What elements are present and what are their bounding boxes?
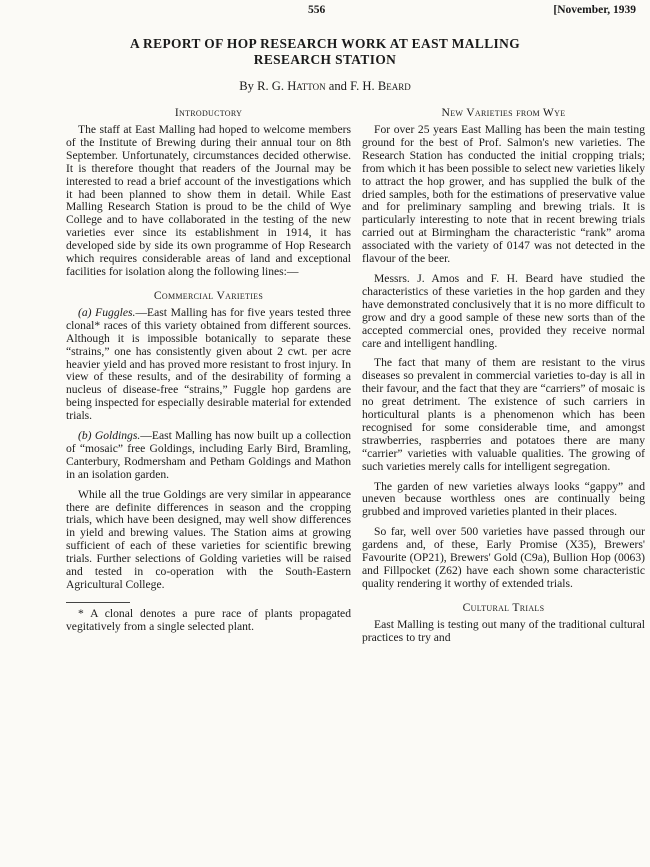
heading-new-varieties: New Varieties from Wye — [441, 106, 566, 119]
right-column — [362, 106, 645, 652]
wye-paragraph-1: For over 25 years East Malling has been the main testing ground for the best of Prof. Salmon's new varieties. The Research Station has conducted the initial cropping trials; from which it has been possible to select new varieties likely to attract the hop grower, and has supplied the bulk of the dried samples, both for the estimations of preservative value and for preliminary sampling and brewing trials. It is particularly interesting to note that in recent brewing trials carried out at Birmingham the characteristic “rank” aroma associated with the variety of 0147 was not detected in the flavour of the beer. — [362, 123, 645, 266]
fuggles-label: (a) Fuggles. — [78, 305, 136, 319]
fuggles-text: —East Malling has for five years tested three clonal* races of this variety obtained from different sources. Although it is impossible botanically to separate these “strains,” one has consistently given about 2 cwt. per acre heavier yield and has proved more resistant to frost injury. In view of these results, and of the desirability of forming a nucleus of disease-free “strains,” Fuggle hop gardens are being inspected for especially desirable material for extended trials. — [66, 305, 351, 423]
byline-prefix: By R. G. — [239, 79, 285, 93]
goldings-paragraph-2: While all the true Goldings are very similar in appearance there are definite differences in season and the cropping trials, which have been designed, may well show differences in yield and brewing values. The Station aims at growing sufficient of each of these varieties for scientific brewing trials. Further selections of Golding varieties will be raised and tested in co-operation with the South-Eastern Agricultural College. — [66, 487, 351, 591]
heading-commercial-varieties: Commercial Varieties — [153, 288, 264, 302]
wye-paragraph-5: So far, well over 500 varieties have passed through our gardens and, of these, Early Promise (X35), Brewers' Favourite (OP21), Brewers' Gold (C9a), Bullion Hop (0063) and Fillpocket (Z62) have each shown some characteristic quality rendering it worthy of extended trials. — [362, 525, 645, 590]
heading-cultural-trials: Cultural Trials — [462, 600, 545, 614]
wye-paragraph-2: Messrs. J. Amos and F. H. Beard have studied the characteristics of these varieties in the hop garden and they have demonstrated conclusively that it is no more difficult to grow and dry a good sample of these new sorts than of the accepted commercial ones, provided they receive normal care and intelligent handling. — [362, 271, 645, 350]
heading-introductory: Introductory — [174, 106, 243, 119]
left-column — [66, 106, 351, 641]
running-head — [0, 4, 650, 22]
goldings-label: (b) Goldings. — [78, 429, 141, 443]
wye-paragraph-4: The garden of new varieties always looks “gappy” and uneven because worthless ones are continually being grubbed and improved varieties planted in their places. — [362, 479, 645, 519]
issue-date: [November, 1939 — [553, 4, 636, 16]
page-number: 556 — [308, 4, 326, 16]
goldings-paragraph — [66, 430, 351, 482]
wye-paragraph-3: The fact that many of them are resistant to the virus diseases so prevalent in commercial varieties to-day is all in their favour, and the fact that they are “carriers” of mosaic is no great detriment. The existence of such carriers in horticultural plants is a phenomenon which has been recognised for some considerable time, and amongst strawberries, raspberries and potatoes there are many “carrier” varieties with valuable qualities. The growing of such varieties merely calls for intelligent segregation. — [362, 356, 645, 473]
author-hatton: Hatton — [287, 79, 326, 93]
author-beard: Beard — [377, 79, 411, 93]
article-title — [70, 36, 580, 68]
byline-middle: and F. H. — [328, 79, 375, 93]
fuggles-paragraph — [66, 307, 351, 423]
byline — [0, 79, 650, 94]
intro-paragraph: The staff at East Malling had hoped to welcome members of the Institute of Brewing during their annual tour on 8th September. Unfortunately, circumstances decided otherwise. It is therefore thought that readers of the Journal may be interested to read a brief account of the investigations which it had been planned to show them in detail. While East Malling Research Station is proud to be the child of Wye College and to have collaborated in the testing of the new varieties ever since its establishment in 1914, it has developed side by side its own programme of Hop Research which requires considerable areas of land and exceptional facilities for isolation along the following lines:— — [66, 123, 351, 278]
title-line-2: RESEARCH STATION — [253, 52, 397, 67]
cultural-paragraph: East Malling is testing out many of the traditional cultural practices to try and — [362, 617, 645, 644]
title-line-1: A REPORT OF HOP RESEARCH WORK AT EAST MALLING — [129, 36, 521, 51]
footnote-rule — [66, 602, 130, 603]
goldings-text: —East Malling has now built up a collection of “mosaic” free Goldings, including Early Bird, Bramling, Canterbury, Rodmersham and Petham Goldings and Mathon in an isolation garden. — [66, 429, 351, 481]
footnote: * A clonal denotes a pure race of plants propagated vegitatively from a single selected plant. — [66, 606, 351, 633]
